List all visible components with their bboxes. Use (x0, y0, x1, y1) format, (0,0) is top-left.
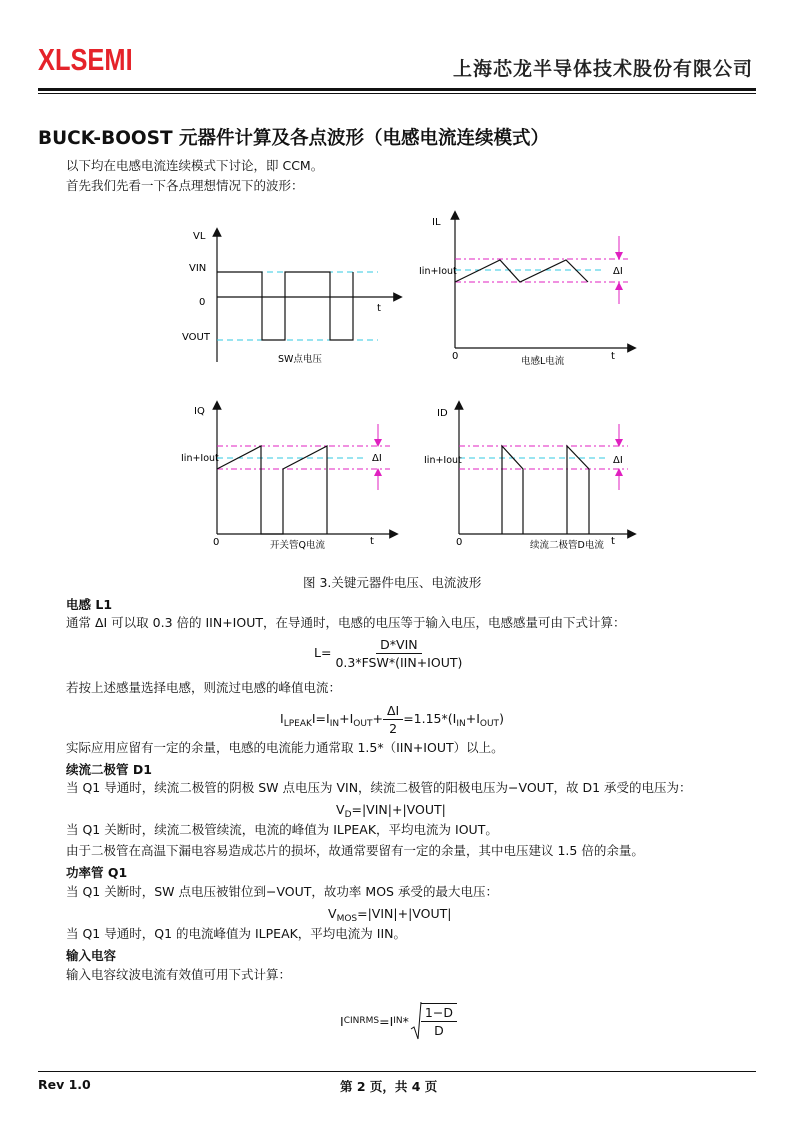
diode-paragraph-1: 当 Q1 导通时，续流二极管的阴极 SW 点电压为 VIN，续流二极管的阳极电压为−VOUT，故 D1 承受的电压为： (66, 780, 692, 795)
company-name: 上海芯龙半导体技术股份有限公司 (452, 58, 753, 80)
switch-paragraph-2: 当 Q1 导通时，Q1 的电流峰值为 ILPEAK，平均电流为 IIN。 (66, 926, 407, 941)
il-zero-label: 0 (452, 351, 459, 362)
switch-paragraph-1: 当 Q1 关断时，SW 点电压被钳位到−VOUT，故功率 MOS 承受的最大电压： (66, 884, 498, 899)
diode-voltage-formula: $V_D=|VIN|+|VOUT|$ (336, 802, 446, 820)
header-rule-thin (38, 93, 756, 94)
sw-caption: SW点电压 (278, 354, 322, 365)
inductor-paragraph-1: 通常 ΔI 可以取 0.3 倍的 IIN+IOUT，在导通时，电感的电压等于输入电压，电感感量可由下式计算： (66, 615, 626, 630)
section-heading-switch: 功率管 Q1 (66, 865, 128, 880)
id-caption: 续流二极管D电流 (530, 540, 604, 551)
sw-vin-label: VIN (189, 263, 207, 274)
iq-t-label: t (370, 536, 374, 547)
il-ylabel: IL (432, 217, 441, 228)
id-level-label: Iin+Iout (424, 455, 462, 466)
iq-level-label: Iin+Iout (181, 453, 219, 464)
footer-rule (38, 1071, 756, 1072)
page-number: 第 2 页，共 4 页 (340, 1079, 438, 1094)
id-t-label: t (611, 536, 615, 547)
sw-vout-label: VOUT (182, 332, 210, 343)
sw-zero-label: 0 (199, 297, 206, 308)
cin-rms-formula: I CINRMS =I IN * $\frac{1-D}{D}$ (340, 1000, 457, 1042)
sw-t-label: t (377, 303, 381, 314)
id-delta-label: ΔI (613, 455, 623, 466)
il-t-label: t (611, 351, 615, 362)
diode-paragraph-3: 由于二极管在高温下漏电容易造成芯片的损坏，故通常要留有一定的余量，其中电压建议 1.5 倍的余量。 (66, 843, 644, 858)
waveform-figure (0, 205, 793, 560)
id-zero-label: 0 (456, 537, 463, 548)
il-level-label: Iin+Iout (419, 266, 457, 277)
diode-current-plot (424, 405, 632, 551)
revision-label: Rev 1.0 (38, 1077, 91, 1092)
mos-voltage-formula: $V_{MOS}=|VIN|+|VOUT|$ (328, 906, 452, 924)
page-title: BUCK-BOOST 元器件计算及各点波形（电感电流连续模式） (38, 128, 550, 149)
header-rule (38, 88, 756, 91)
iq-caption: 开关管Q电流 (270, 540, 325, 551)
inductor-current-plot (419, 215, 632, 367)
sw-voltage-plot (182, 231, 398, 365)
il-caption: 电感L电流 (521, 356, 565, 367)
inductor-paragraph-3: 实际应用应留有一定的余量，电感的电流能力通常取 1.5*（IIN+IOUT）以上。 (66, 740, 504, 755)
il-delta-label: ΔI (613, 266, 623, 277)
intro-line-2: 首先我们先看一下各点理想情况下的波形： (66, 178, 304, 193)
section-heading-diode: 续流二极管 D1 (66, 762, 152, 777)
iq-ylabel: IQ (194, 406, 205, 417)
diode-paragraph-2: 当 Q1 关断时，续流二极管续流，电流的峰值为 ILPEAK，平均电流为 IOUT。 (66, 822, 498, 837)
section-heading-input-capacitor: 输入电容 (66, 948, 117, 963)
id-ylabel: ID (437, 408, 448, 419)
capacitor-paragraph-1: 输入电容纹波电流有效值可用下式计算： (66, 967, 292, 982)
figure-caption: 图 3.关键元器件电压、电流波形 (303, 575, 482, 590)
company-logo: XLSEMI (38, 42, 133, 77)
iq-delta-label: ΔI (372, 453, 382, 464)
intro-line-1: 以下均在电感电流连续模式下讨论，即 CCM。 (66, 158, 324, 173)
sw-ylabel: VL (193, 231, 206, 242)
inductor-paragraph-2: 若按上述感量选择电感，则流过电感的峰值电流： (66, 680, 342, 695)
peak-current-formula: $I_{LPEAK}I=I_{IN}+I_{OUT}+$ $\frac{\Delta I}{2}$ $=1.15*(I_{IN}+I_{OUT})$ (280, 703, 504, 736)
inductor-formula: L= $\frac{\text{D*VIN}}{\text{0.3*FSW*(IIN+IOUT)}}$ (314, 637, 463, 670)
section-heading-inductor: 电感 L1 (66, 597, 113, 612)
iq-zero-label: 0 (213, 537, 220, 548)
switch-current-plot (181, 405, 394, 551)
